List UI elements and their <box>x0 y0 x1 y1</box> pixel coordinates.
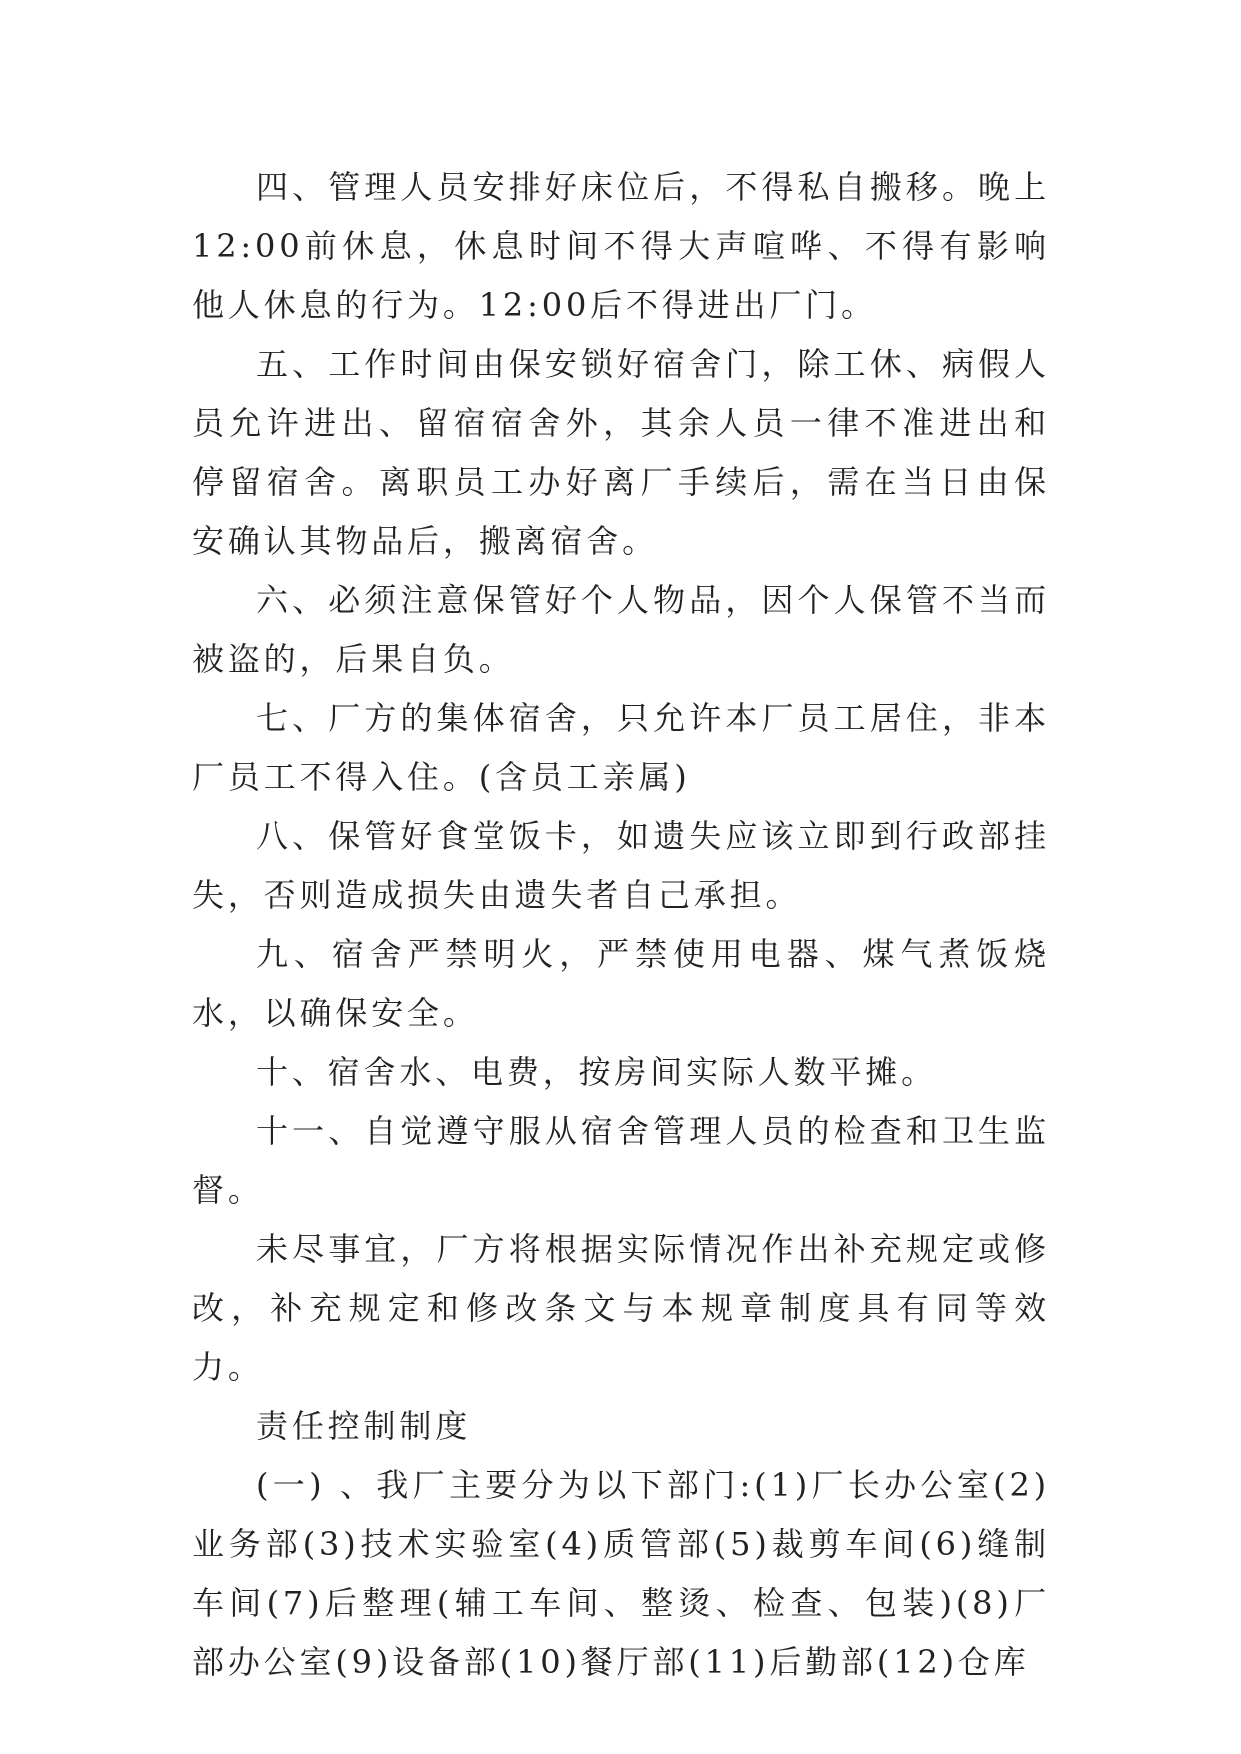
rule-paragraph-4: 四、管理人员安排好床位后，不得私自搬移。晚上12:00前休息，休息时间不得大声喧哗、不得有影响他人休息的行为。12:00后不得进出厂门。 <box>192 168 1050 324</box>
rule-paragraph-9: 九、宿舍严禁明火，严禁使用电器、煤气煮饭烧水，以确保安全。 <box>192 935 1050 1032</box>
department-list-paragraph: (一) 、我厂主要分为以下部门:(1)厂长办公室(2)业务部(3)技术实验室(4)质管部(5)裁剪车间(6)缝制车间(7)后整理(辅工车间、整烫、检查、包装)(8)厂部办公室(9)设备部(10)餐厅部(11)后勤部(12)仓库 <box>192 1466 1050 1681</box>
rule-paragraph-6: 六、必须注意保管好个人物品，因个人保管不当而被盗的，后果自负。 <box>192 581 1050 678</box>
document-page <box>192 158 1050 1692</box>
rule-paragraph-7: 七、厂方的集体宿舍，只允许本厂员工居住，非本厂员工不得入住。(含员工亲属) <box>192 699 1050 796</box>
rule-paragraph-8: 八、保管好食堂饭卡，如遗失应该立即到行政部挂失，否则造成损失由遗失者自己承担。 <box>192 817 1050 914</box>
rule-paragraph-11: 十一、自觉遵守服从宿舍管理人员的检查和卫生监督。 <box>192 1112 1050 1209</box>
rule-paragraph-5: 五、工作时间由保安锁好宿舍门，除工休、病假人员允许进出、留宿宿舍外，其余人员一律不准进出和停留宿舍。离职员工办好离厂手续后，需在当日由保安确认其物品后，搬离宿舍。 <box>192 345 1050 560</box>
supplementary-note: 未尽事宜，厂方将根据实际情况作出补充规定或修改，补充规定和修改条文与本规章制度具有同等效力。 <box>192 1230 1050 1386</box>
section-title: 责任控制制度 <box>256 1407 472 1445</box>
rule-paragraph-10: 十、宿舍水、电费，按房间实际人数平摊。 <box>256 1053 937 1091</box>
